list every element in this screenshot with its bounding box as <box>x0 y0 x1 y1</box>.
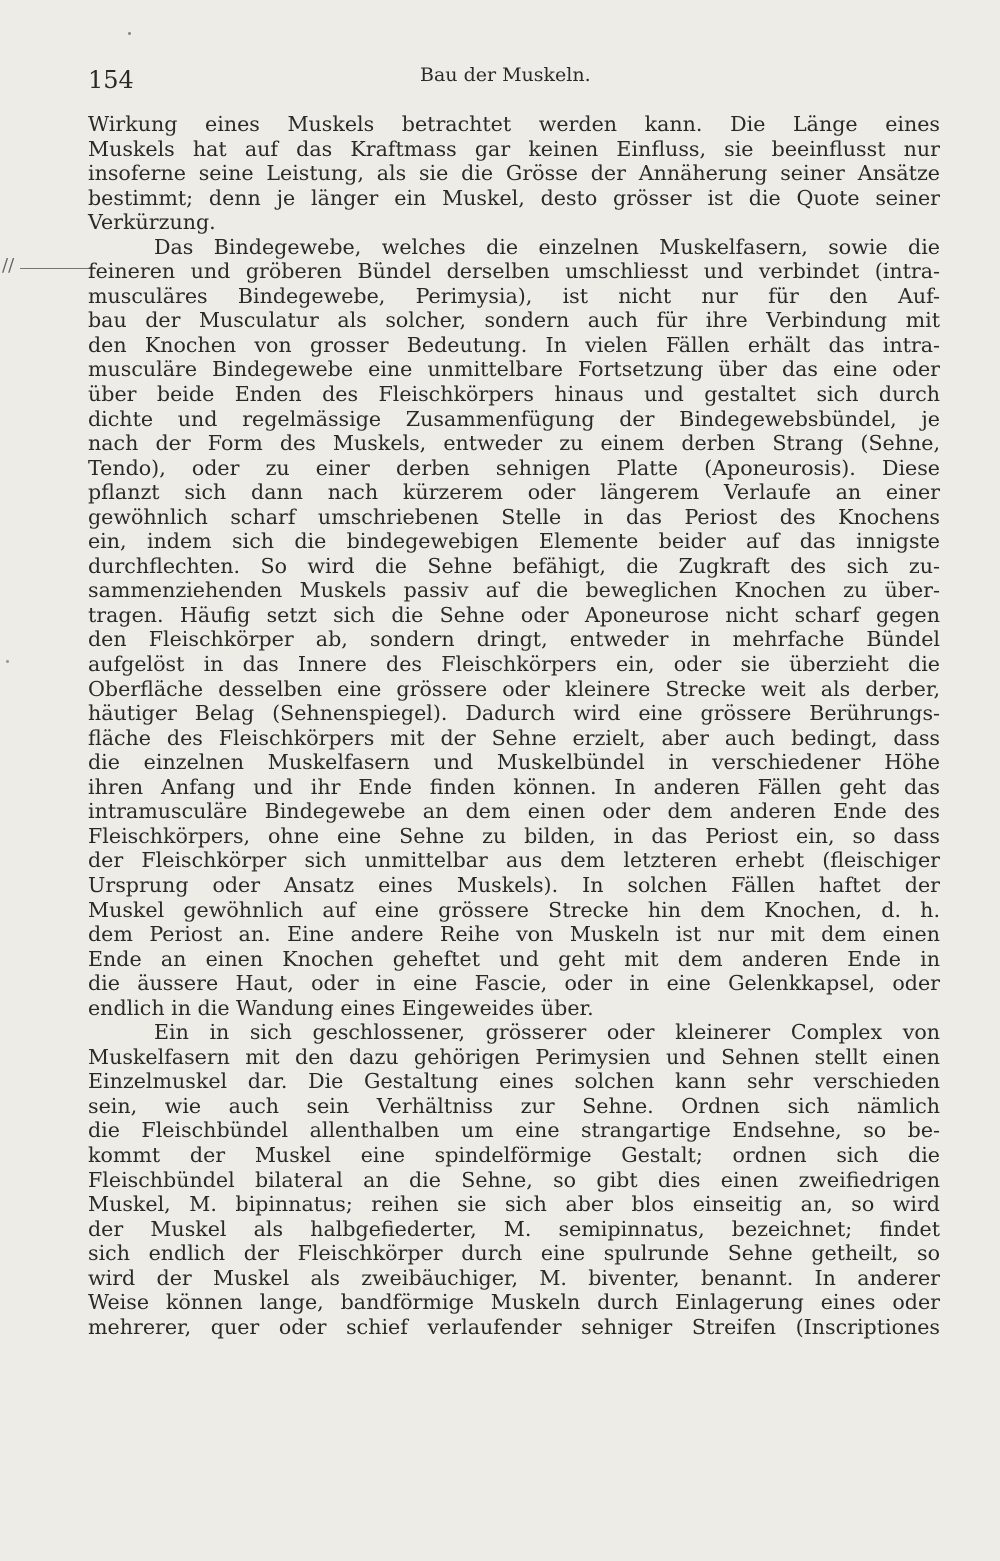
text-line: Oberfläche desselben eine grössere oder kleinere Strecke weit als derber, <box>88 676 940 701</box>
text-line: Wirkung eines Muskels betrachtet werden kann. Die Länge eines <box>88 112 940 136</box>
text-line: feineren und gröberen Bündel derselben umschliesst und verbindet (intra- <box>88 259 940 284</box>
text-line: Fleischbündel bilateral an die Sehne, so gibt dies einen zweifiedrigen <box>88 1167 940 1192</box>
text-line: tragen. Häufig setzt sich die Sehne oder Aponeurose nicht scharf gegen <box>88 602 940 627</box>
text-line: wird der Muskel als zweibäuchiger, M. biventer, benannt. In anderer <box>88 1265 940 1290</box>
text-line: mehrerer, quer oder schief verlaufender sehniger Streifen (Inscriptiones <box>88 1314 940 1339</box>
text-line: sammenziehenden Muskels passiv auf die beweglichen Knochen zu über- <box>88 578 940 603</box>
text-line: aufgelöst in das Innere des Fleischkörpers ein, oder sie überzieht die <box>88 652 940 677</box>
text-line: Muskelfasern mit den dazu gehörigen Perimysien und Sehnen stellt einen <box>88 1044 940 1069</box>
text-line: dichte und regelmässige Zusammenfügung der Bindegewebsbündel, je <box>88 406 940 431</box>
text-line: kommt der Muskel eine spindelförmige Gestalt; ordnen sich die <box>88 1142 940 1167</box>
body-text <box>88 112 940 1339</box>
text-line: über beide Enden des Fleischkörpers hinaus und gestaltet sich durch <box>88 382 940 407</box>
text-line: endlich in die Wandung eines Eingeweides über. <box>88 995 594 1020</box>
margin-annotation: // <box>2 255 15 276</box>
text-line: Fleischkörpers, ohne eine Sehne zu bilden, in das Periost ein, so dass <box>88 823 940 848</box>
text-line: die einzelnen Muskelfasern und Muskelbündel in verschiedener Höhe <box>88 750 940 775</box>
text-line: Muskel gewöhnlich auf eine grössere Strecke hin dem Knochen, d. h. <box>88 897 940 922</box>
text-line: pflanzt sich dann nach kürzerem oder längerem Verlaufe an einer <box>88 480 940 505</box>
text-line: Einzelmuskel dar. Die Gestaltung eines solchen kann sehr verschieden <box>88 1069 940 1094</box>
text-line: Ende an einen Knochen geheftet und geht mit dem anderen Ende in <box>88 946 940 971</box>
text-line: Ein in sich geschlossener, grösserer oder kleinerer Complex von <box>154 1020 940 1045</box>
text-line: bestimmt; denn je länger ein Muskel, desto grösser ist die Quote seiner <box>88 185 940 210</box>
margin-annotation-line <box>20 268 96 269</box>
text-line: den Knochen von grosser Bedeutung. In vielen Fällen erhält das intra- <box>88 332 940 357</box>
text-line: nach der Form des Muskels, entweder zu einem derben Strang (Sehne, <box>88 431 940 456</box>
text-line: insoferne seine Leistung, als sie die Grösse der Annäherung seiner Ansätze <box>88 161 940 186</box>
text-line: ein, indem sich die bindegewebigen Elemente beider auf das innigste <box>88 529 940 554</box>
text-line: der Fleischkörper sich unmittelbar aus dem letzteren erhebt (fleischiger <box>88 848 940 873</box>
text-line: häutiger Belag (Sehnenspiegel). Dadurch wird eine grössere Berührungs- <box>88 701 940 726</box>
text-line: die äussere Haut, oder in eine Fascie, oder in eine Gelenkkapsel, oder <box>88 971 940 996</box>
print-speck <box>128 32 131 35</box>
text-line: sein, wie auch sein Verhältniss zur Sehne. Ordnen sich nämlich <box>88 1093 940 1118</box>
text-line: durchflechten. So wird die Sehne befähigt, die Zugkraft des sich zu- <box>88 553 940 578</box>
text-line: gewöhnlich scharf umschriebenen Stelle in das Periost des Knochens <box>88 504 940 529</box>
text-line: dem Periost an. Eine andere Reihe von Muskeln ist nur mit dem einen <box>88 922 940 947</box>
running-head: Bau der Muskeln. <box>420 64 591 86</box>
text-line: Muskels hat auf das Kraftmass gar keinen Einfluss, sie beeinflusst nur <box>88 136 940 161</box>
text-line: Weise können lange, bandförmige Muskeln durch Einlagerung eines oder <box>88 1290 940 1315</box>
text-line: sich endlich der Fleischkörper durch eine spulrunde Sehne getheilt, so <box>88 1241 940 1266</box>
text-line: Tendo), oder zu einer derben sehnigen Platte (Aponeurosis). Diese <box>88 455 940 480</box>
text-line: Muskel, M. bipinnatus; reihen sie sich aber blos einseitig an, so wird <box>88 1192 940 1217</box>
text-line: Das Bindegewebe, welches die einzelnen Muskelfasern, sowie die <box>154 234 940 259</box>
text-line: Verkürzung. <box>88 210 216 235</box>
text-line: der Muskel als halbgefiederter, M. semipinnatus, bezeichnet; findet <box>88 1216 940 1241</box>
page-header <box>88 60 940 100</box>
text-line: musculäres Bindegewebe, Perimysia), ist nicht nur für den Auf- <box>88 283 940 308</box>
text-line: ihren Anfang und ihr Ende finden können. In anderen Fällen geht das <box>88 774 940 799</box>
text-line: die Fleischbündel allenthalben um eine strangartige Endsehne, so be- <box>88 1118 940 1143</box>
print-speck <box>6 660 9 663</box>
page-number: 154 <box>88 66 134 94</box>
text-line: Ursprung oder Ansatz eines Muskels). In solchen Fällen haftet der <box>88 872 940 897</box>
text-line: den Fleischkörper ab, sondern dringt, entweder in mehrfache Bündel <box>88 627 940 652</box>
text-line: musculäre Bindegewebe eine unmittelbare Fortsetzung über das eine oder <box>88 357 940 382</box>
text-line: bau der Musculatur als solcher, sondern auch für ihre Verbindung mit <box>88 308 940 333</box>
text-line: fläche des Fleischkörpers mit der Sehne erzielt, aber auch bedingt, dass <box>88 725 940 750</box>
text-line: intramusculäre Bindegewebe an dem einen oder dem anderen Ende des <box>88 799 940 824</box>
